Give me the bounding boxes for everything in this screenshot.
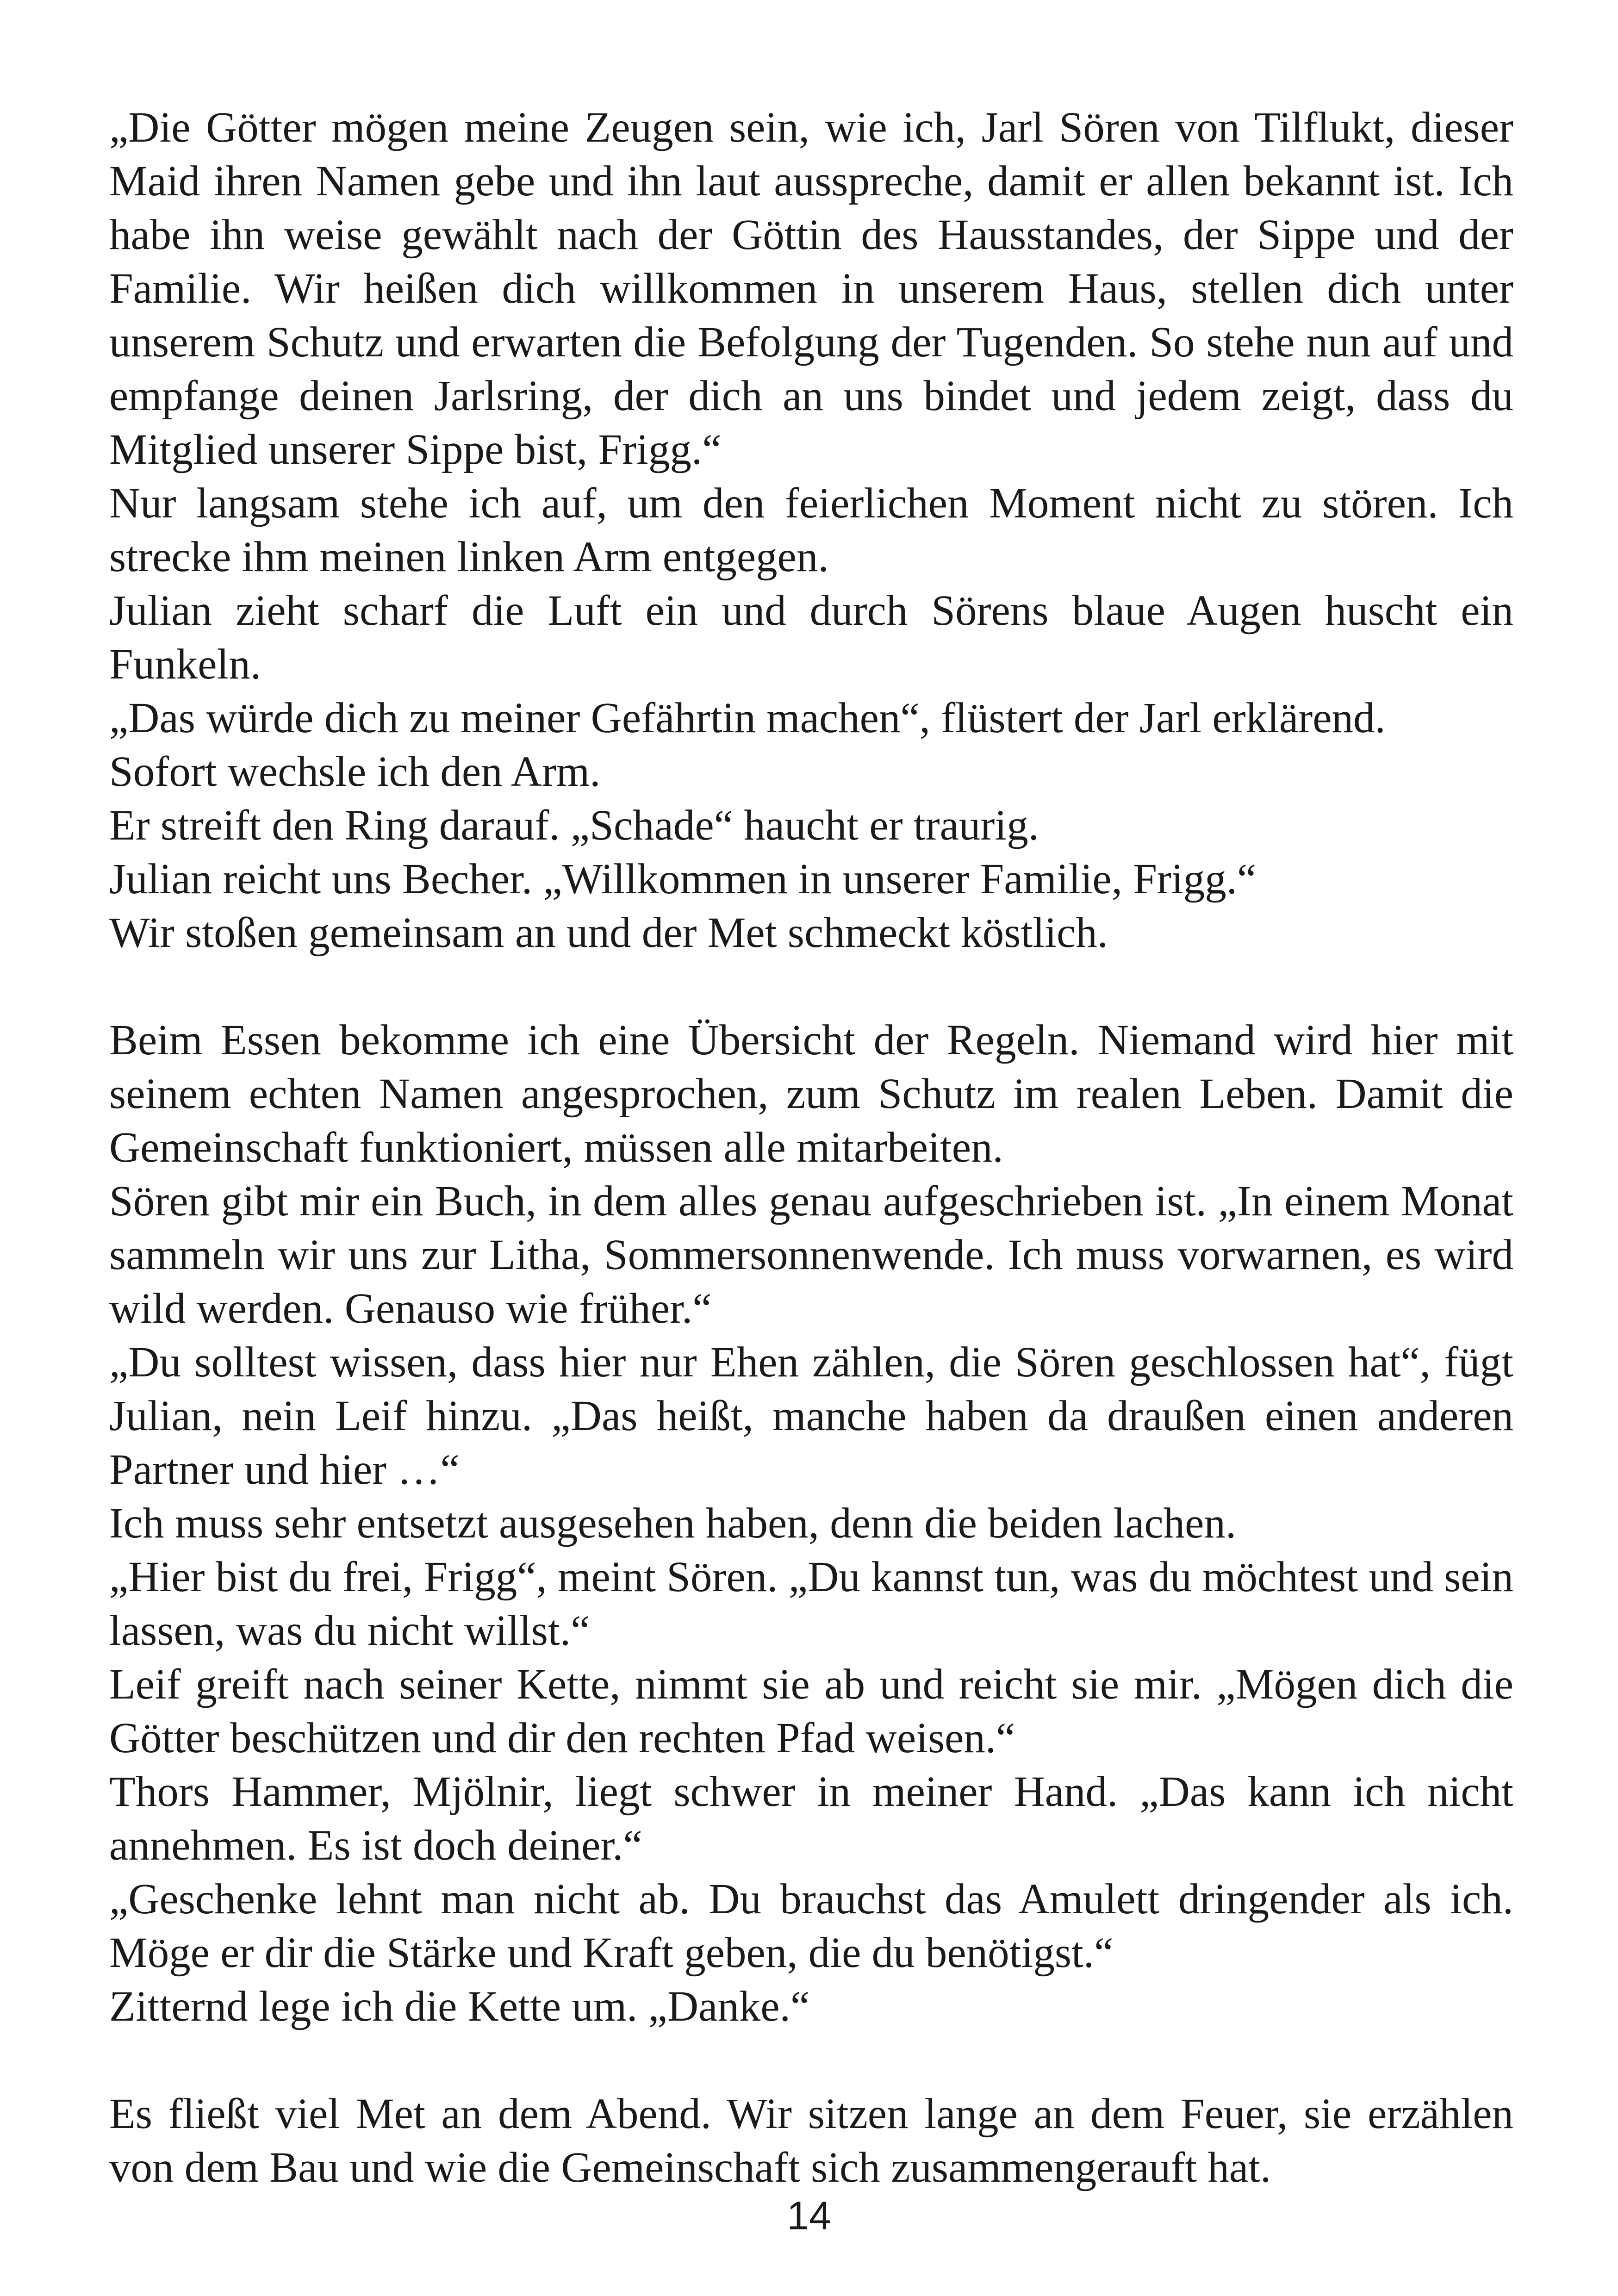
paragraph-ring: Er streift den Ring darauf. „Schade“ haucht er traurig. xyxy=(109,802,1039,849)
paragraph-spacer xyxy=(109,960,1513,1014)
paragraph-rules: Beim Essen bekomme ich eine Übersicht der Regeln. Niemand wird hier mit seinem echten Namen angesprochen, zum Schutz im realen Leben. Damit die Gemeinschaft funktioniert, müssen alle mitarbeiten. xyxy=(109,1016,1513,1171)
body-text xyxy=(109,101,1513,2195)
paragraph-naming-ceremony: „Die Götter mögen meine Zeugen sein, wie ich, Jarl Sören von Tilflukt, dieser Maid ihren Namen gebe und ihn laut ausspreche, damit er allen bekannt ist. Ich habe ihn weise gewählt nach der Göttin des Hausstandes, der Sippe und der Familie. Wir heißen dich willkommen in unserem Haus, stellen dich unter unserem Schutz und erwarten die Befolgung der Tugenden. So stehe nun auf und empfange deinen Jarlsring, der dich an uns bindet und jedem zeigt, dass du Mitglied unserer Sippe bist, Frigg.“ xyxy=(109,104,1513,473)
paragraph-marriages: „Du solltest wissen, dass hier nur Ehen zählen, die Sören geschlossen hat“, fügt Julian, nein Leif hinzu. „Das heißt, manche haben da draußen einen anderen Partner und hier …“ xyxy=(109,1338,1513,1493)
paragraph-cups: Julian reicht uns Becher. „Willkommen in unserer Familie, Frigg.“ xyxy=(109,855,1257,903)
paragraph-switch-arm: Sofort wechsle ich den Arm. xyxy=(109,748,601,796)
paragraph-stand-up: Nur langsam stehe ich auf, um den feierlichen Moment nicht zu stören. Ich strecke ihm meinen linken Arm entgegen. xyxy=(109,479,1513,581)
paragraph-evening: Es fließt viel Met an dem Abend. Wir sitzen lange an dem Feuer, sie erzählen von dem Bau und wie die Gemeinschaft sich zusammengerauft hat. xyxy=(109,2090,1513,2191)
paragraph-jarl-explains: „Das würde dich zu meiner Gefährtin machen“, flüstert der Jarl erklärend. xyxy=(109,694,1386,742)
paragraph-laughter: Ich muss sehr entsetzt ausgesehen haben, denn die beiden lachen. xyxy=(109,1500,1237,1547)
paragraph-julian-gasps: Julian zieht scharf die Luft ein und durch Sörens blaue Augen huscht ein Funkeln. xyxy=(109,587,1513,688)
paragraph-chain: Leif greift nach seiner Kette, nimmt sie ab und reicht sie mir. „Mögen dich die Götter beschützen und dir den rechten Pfad weisen.“ xyxy=(109,1661,1513,1762)
paragraph-mjolnir: Thors Hammer, Mjölnir, liegt schwer in meiner Hand. „Das kann ich nicht annehmen. Es ist doch deiner.“ xyxy=(109,1768,1513,1869)
paragraph-toast: Wir stoßen gemeinsam an und der Met schmeckt köstlich. xyxy=(109,909,1108,957)
paragraph-thanks: Zitternd lege ich die Kette um. „Danke.“ xyxy=(109,1983,810,2030)
paragraph-freedom: „Hier bist du frei, Frigg“, meint Sören. „Du kannst tun, was du möchtest und sein lassen, was du nicht willst.“ xyxy=(109,1553,1513,1655)
page-number: 14 xyxy=(787,2194,831,2238)
paragraph-gifts: „Geschenke lehnt man nicht ab. Du brauchst das Amulett dringender als ich. Möge er dir die Stärke und Kraft geben, die du benötigst.“ xyxy=(109,1875,1513,1977)
paragraph-book: Sören gibt mir ein Buch, in dem alles genau aufgeschrieben ist. „In einem Monat sammeln wir uns zur Litha, Sommersonnenwende. Ich muss vorwarnen, es wird wild werden. Genauso wie früher.“ xyxy=(109,1177,1513,1332)
paragraph-spacer xyxy=(109,2034,1513,2087)
